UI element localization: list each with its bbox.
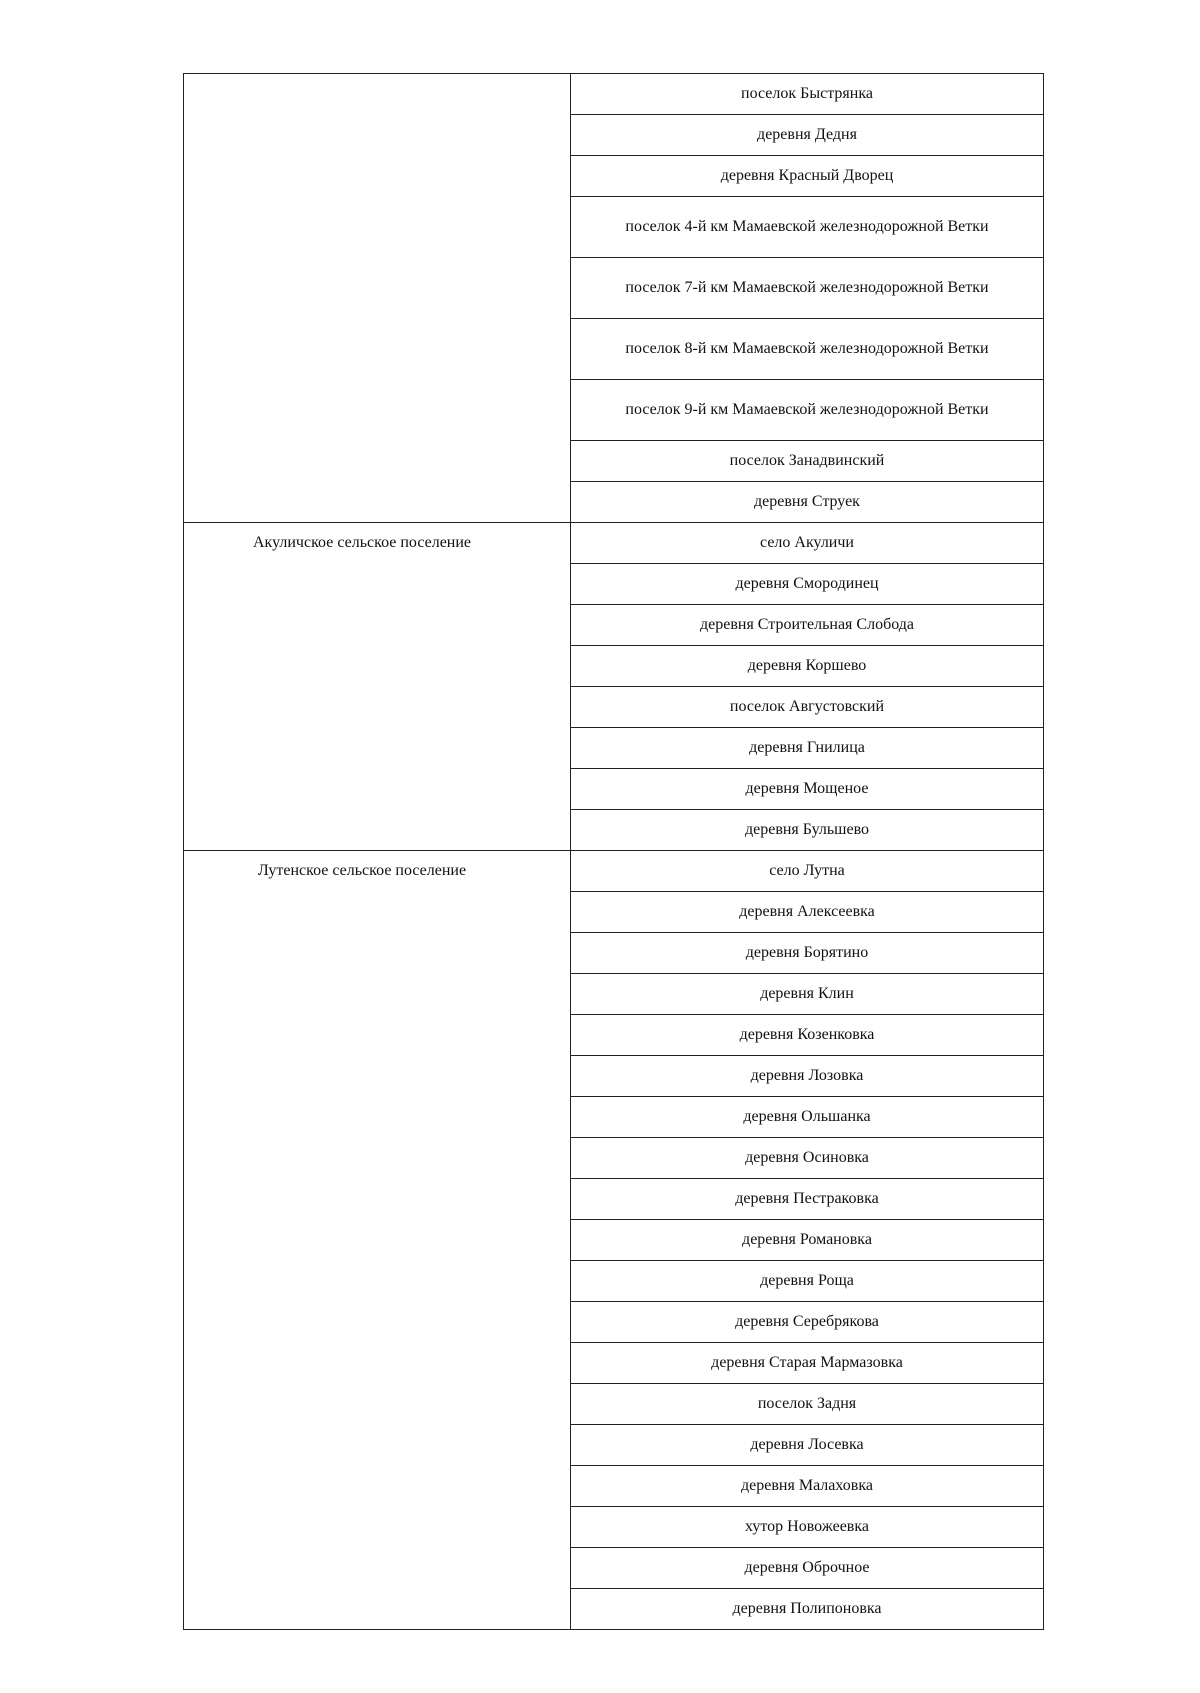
locality-cell bbox=[571, 1343, 1044, 1384]
locality-name: село Лутна bbox=[769, 862, 845, 879]
locality-cell bbox=[571, 258, 1044, 319]
locality-cell bbox=[571, 523, 1044, 564]
locality-name: деревня Коршево bbox=[747, 657, 867, 674]
locality-cell bbox=[571, 605, 1044, 646]
locality-name: деревня Дедня bbox=[757, 126, 857, 143]
locality-name: поселок Занадвинский bbox=[729, 452, 885, 469]
locality-cell bbox=[571, 646, 1044, 687]
locality-cell bbox=[571, 156, 1044, 197]
locality-name: деревня Полипоновка bbox=[732, 1600, 882, 1617]
locality-cell bbox=[571, 1138, 1044, 1179]
locality-name: деревня Мощеное bbox=[745, 780, 869, 797]
locality-name: деревня Гнилица bbox=[749, 739, 865, 756]
locality-name: деревня Лосевка bbox=[750, 1436, 864, 1453]
settlement-name-cell: Акуличское сельское поселение bbox=[184, 523, 571, 851]
locality-name: деревня Романовка bbox=[742, 1231, 872, 1248]
locality-cell bbox=[571, 441, 1044, 482]
locality-name: деревня Старая Мармазовка bbox=[711, 1354, 903, 1371]
locality-name: поселок Задня bbox=[757, 1395, 857, 1412]
locality-name: поселок 9-й км Мамаевской железнодорожной Ветки bbox=[625, 401, 989, 418]
settlements-table bbox=[183, 73, 1044, 1630]
locality-name: село Акуличи bbox=[760, 534, 854, 551]
locality-cell bbox=[571, 1015, 1044, 1056]
locality-cell bbox=[571, 1384, 1044, 1425]
locality-cell bbox=[571, 1507, 1044, 1548]
locality-cell bbox=[571, 1548, 1044, 1589]
locality-cell bbox=[571, 380, 1044, 441]
locality-name: деревня Клин bbox=[760, 985, 854, 1002]
table-row bbox=[184, 74, 1044, 115]
locality-cell bbox=[571, 564, 1044, 605]
locality-cell bbox=[571, 728, 1044, 769]
locality-cell bbox=[571, 1302, 1044, 1343]
locality-cell bbox=[571, 482, 1044, 523]
locality-cell bbox=[571, 1097, 1044, 1138]
locality-name: деревня Струек bbox=[754, 493, 860, 510]
locality-name: деревня Осиновка bbox=[745, 1149, 869, 1166]
locality-name: деревня Ольшанка bbox=[743, 1108, 871, 1125]
locality-cell bbox=[571, 769, 1044, 810]
locality-name: деревня Лозовка bbox=[750, 1067, 864, 1084]
locality-name: поселок Быстрянка bbox=[741, 85, 873, 102]
locality-cell bbox=[571, 1589, 1044, 1630]
locality-cell bbox=[571, 115, 1044, 156]
locality-name: деревня Борятино bbox=[745, 944, 869, 961]
locality-name: деревня Оброчное bbox=[744, 1559, 870, 1576]
locality-name: деревня Бульшево bbox=[744, 821, 870, 838]
settlements-table-body bbox=[184, 74, 1044, 1630]
locality-name: деревня Смородинец bbox=[735, 575, 879, 592]
settlement-name-cell: Лутенское сельское поселение bbox=[184, 851, 571, 1630]
locality-cell bbox=[571, 319, 1044, 380]
locality-name: поселок Августовский bbox=[729, 698, 885, 715]
locality-cell bbox=[571, 892, 1044, 933]
table-row bbox=[184, 851, 1044, 892]
locality-cell bbox=[571, 933, 1044, 974]
locality-cell bbox=[571, 1056, 1044, 1097]
table-row bbox=[184, 523, 1044, 564]
locality-cell bbox=[571, 1425, 1044, 1466]
locality-name: деревня Малаховка bbox=[741, 1477, 873, 1494]
locality-name: поселок 4-й км Мамаевской железнодорожной Ветки bbox=[625, 218, 989, 235]
locality-name: хутор Новожеевка bbox=[744, 1518, 869, 1535]
locality-cell bbox=[571, 1220, 1044, 1261]
locality-cell bbox=[571, 687, 1044, 728]
locality-cell bbox=[571, 851, 1044, 892]
locality-name: поселок 8-й км Мамаевской железнодорожной Ветки bbox=[625, 340, 989, 357]
locality-name: деревня Серебрякова bbox=[735, 1313, 879, 1330]
locality-cell bbox=[571, 197, 1044, 258]
locality-cell bbox=[571, 1179, 1044, 1220]
settlement-name-cell bbox=[184, 74, 571, 523]
locality-name: деревня Пестраковка bbox=[735, 1190, 879, 1207]
locality-name: поселок 7-й км Мамаевской железнодорожной Ветки bbox=[625, 279, 989, 296]
locality-name: деревня Роща bbox=[760, 1272, 854, 1289]
locality-name: деревня Алексеевка bbox=[739, 903, 875, 920]
locality-cell bbox=[571, 74, 1044, 115]
locality-cell bbox=[571, 810, 1044, 851]
locality-cell bbox=[571, 1466, 1044, 1507]
locality-cell bbox=[571, 974, 1044, 1015]
locality-name: деревня Козенковка bbox=[739, 1026, 875, 1043]
locality-cell bbox=[571, 1261, 1044, 1302]
locality-name: деревня Строительная Слобода bbox=[699, 616, 914, 633]
locality-name: деревня Красный Дворец bbox=[720, 167, 894, 184]
